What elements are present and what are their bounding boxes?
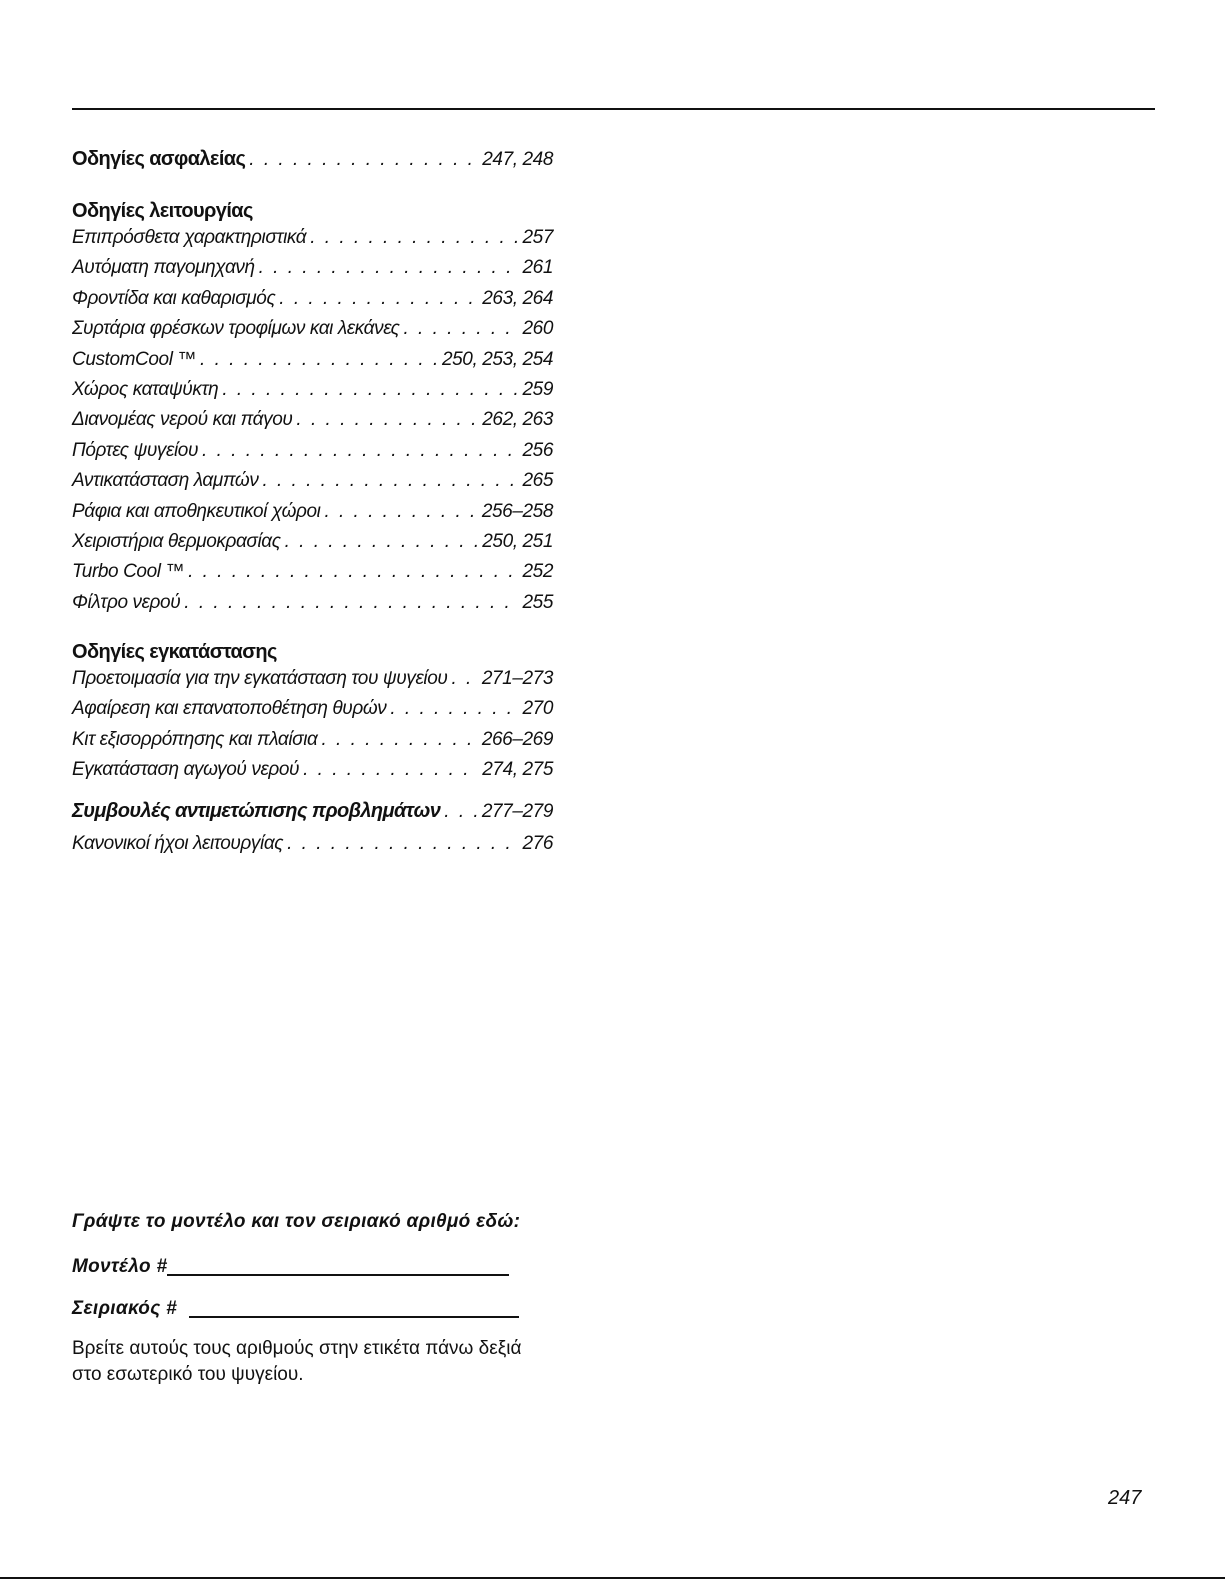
toc-entry-pages: 247, 248 <box>482 149 553 170</box>
section-title-operating: Οδηγίες λειτουργίας <box>72 200 253 222</box>
toc-entry-pages: 259 <box>522 378 553 400</box>
toc-entry-pages: 257 <box>522 227 553 248</box>
toc-entry[interactable] <box>72 833 553 863</box>
toc-entry-pages: 250, 253, 254 <box>441 348 553 370</box>
top-rule <box>72 108 1155 110</box>
toc-entry-pages: 271–273 <box>481 668 553 690</box>
toc-entry-title: CustomCool ™ <box>72 348 197 370</box>
toc-entry[interactable] <box>72 288 553 318</box>
toc-entry-title: Χώρος καταψύκτη <box>72 378 219 400</box>
toc-entry[interactable] <box>72 227 553 257</box>
toc-entry-title: Επιπρόσθετα χαρακτηριστικά <box>72 227 307 248</box>
toc-entry[interactable] <box>72 349 553 379</box>
dot-leader <box>222 379 518 401</box>
toc-entry-pages: 276 <box>522 832 553 854</box>
toc-entry-pages: 263, 264 <box>482 287 553 309</box>
toc-entry[interactable] <box>72 318 553 348</box>
toc-entry-title: Συμβουλές αντιμετώπισης προβλημάτων <box>72 799 441 822</box>
toc-entry-title: Φίλτρο νερού <box>72 591 181 613</box>
dot-leader <box>321 729 477 751</box>
table-of-contents <box>72 148 553 863</box>
toc-entry[interactable] <box>72 759 553 789</box>
bottom-rule <box>0 1577 1225 1579</box>
toc-entry-pages: 260 <box>522 318 553 340</box>
toc-entry-pages: 277–279 <box>481 800 553 822</box>
dot-leader <box>390 698 518 720</box>
dot-leader <box>249 149 478 171</box>
section-installation <box>72 668 553 790</box>
toc-entry[interactable] <box>72 409 553 439</box>
toc-entry-title: Χειριστήρια θερμοκρασίας <box>72 530 281 552</box>
toc-entry-pages: 262, 263 <box>482 409 553 431</box>
toc-entry[interactable] <box>72 440 553 470</box>
toc-entry-pages: 250, 251 <box>482 530 553 552</box>
toc-entry[interactable] <box>72 698 553 728</box>
toc-entry-title: Κανονικοί ήχοι λειτουργίας <box>72 832 284 854</box>
dot-leader <box>279 288 478 310</box>
dot-leader <box>202 440 518 462</box>
toc-entry-title: Προετοιμασία για την εγκατάσταση του ψυγείου <box>72 668 448 690</box>
toc-entry[interactable] <box>72 501 553 531</box>
toc-entry-troubleshooting[interactable] <box>72 800 553 833</box>
serial-number-line <box>72 1292 542 1320</box>
dot-leader <box>310 227 518 249</box>
toc-entry[interactable] <box>72 561 553 591</box>
dot-leader <box>287 833 518 855</box>
section-title-installation: Οδηγίες εγκατάστασης <box>72 641 277 664</box>
toc-entry-pages: 274, 275 <box>482 759 553 781</box>
toc-entry[interactable] <box>72 729 553 759</box>
dot-leader <box>184 592 518 614</box>
toc-entry-pages: 270 <box>522 698 553 720</box>
serial-number-field[interactable] <box>189 1296 519 1318</box>
dot-leader <box>303 759 478 781</box>
dot-leader <box>403 318 518 340</box>
dot-leader <box>200 349 438 371</box>
toc-entry-title: Εγκατάσταση αγωγού νερού <box>72 759 300 781</box>
toc-entry-pages: 261 <box>522 257 553 279</box>
section-operating <box>72 227 553 622</box>
toc-entry-pages: 256 <box>522 439 553 461</box>
toc-entry[interactable] <box>72 379 553 409</box>
toc-entry[interactable] <box>72 592 553 622</box>
toc-entry[interactable] <box>72 531 553 561</box>
dot-leader <box>324 501 477 523</box>
toc-entry-pages: 255 <box>522 591 553 613</box>
model-label: Μοντέλο # <box>72 1256 168 1277</box>
toc-entry-title: Πόρτες ψυγείου <box>72 439 199 461</box>
toc-entry-title: Οδηγίες ασφαλείας <box>72 148 246 170</box>
toc-entry-pages: 265 <box>522 470 553 492</box>
model-number-line <box>72 1250 542 1278</box>
model-serial-record-form <box>72 1208 542 1388</box>
toc-entry-title: Διανομέας νερού και πάγου <box>72 409 293 431</box>
dot-leader <box>444 801 478 823</box>
toc-entry-title: Αφαίρεση και επανατοποθέτηση θυρών <box>72 698 387 720</box>
dot-leader <box>285 531 479 553</box>
toc-entry-title: Φροντίδα και καθαρισμός <box>72 287 276 309</box>
model-number-field[interactable] <box>167 1254 509 1276</box>
toc-entry-pages: 266–269 <box>481 728 553 750</box>
serial-label: Σειριακός # <box>72 1298 178 1319</box>
form-title: Γράψτε το μοντέλο και τον σειριακό αριθμό εδώ: <box>72 1211 521 1232</box>
toc-entry[interactable] <box>72 668 553 698</box>
location-note: Βρείτε αυτούς τους αριθμούς στην ετικέτα πάνω δεξιά στο εσωτερικό του ψυγείου. <box>72 1338 522 1385</box>
toc-entry-title: Turbo Cool ™ <box>72 561 185 583</box>
dot-leader <box>296 409 478 431</box>
toc-entry[interactable] <box>72 470 553 500</box>
toc-entry-title: Αυτόματη παγομηχανή <box>72 257 255 279</box>
dot-leader <box>188 561 518 583</box>
toc-entry[interactable] <box>72 257 553 287</box>
toc-entry-title: Κιτ εξισορρόπησης και πλαίσια <box>72 728 318 750</box>
toc-entry-safety[interactable] <box>72 148 553 181</box>
toc-entry-pages: 252 <box>522 561 553 583</box>
dot-leader <box>451 668 477 690</box>
toc-entry-title: Συρτάρια φρέσκων τροφίμων και λεκάνες <box>72 318 400 340</box>
toc-entry-title: Αντικατάσταση λαμπών <box>72 470 259 492</box>
toc-entry-title: Ράφια και αποθηκευτικοί χώροι <box>72 500 321 522</box>
dot-leader <box>262 470 518 492</box>
toc-entry-pages: 256–258 <box>481 500 553 522</box>
dot-leader <box>259 257 519 279</box>
page-number: 247 <box>1108 1487 1142 1509</box>
